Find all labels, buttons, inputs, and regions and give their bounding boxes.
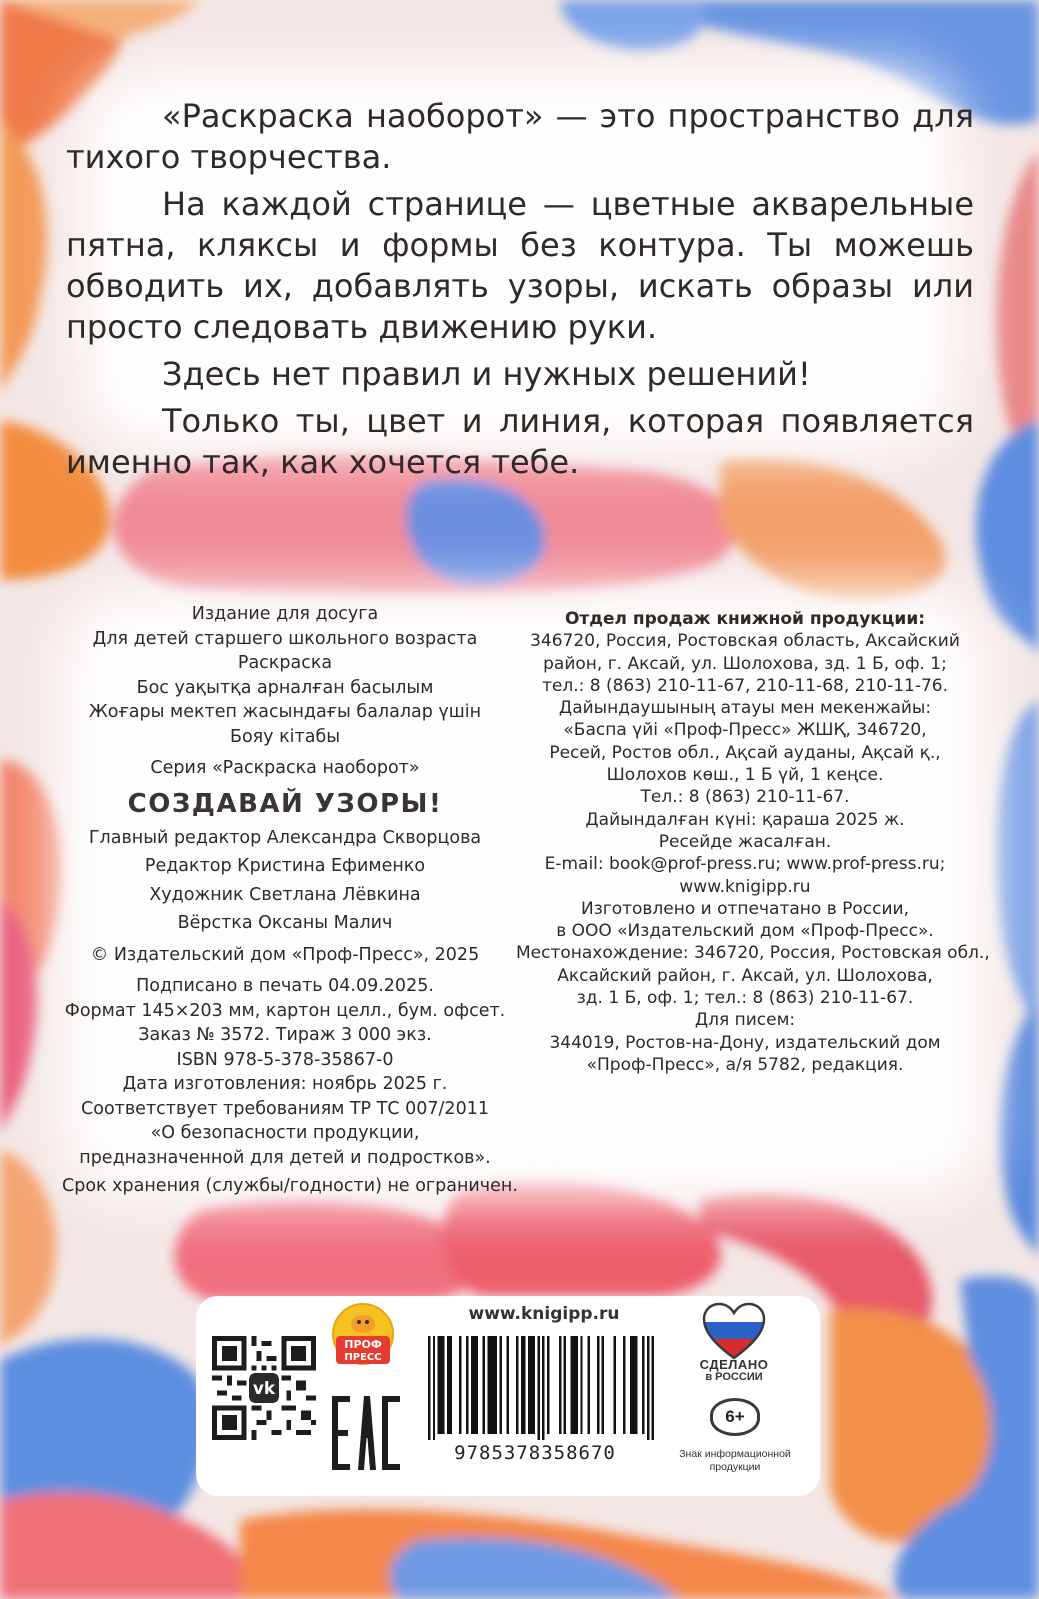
- imprint-left: [62, 602, 518, 1199]
- qr-code[interactable]: [212, 1336, 316, 1440]
- barcode-bar: [642, 1336, 644, 1434]
- barcode-bar: [652, 1336, 654, 1440]
- storage-line: Срок хранения (службы/годности) не ограничен.: [62, 1176, 518, 1196]
- barcode-bar: [476, 1336, 478, 1434]
- barcode-bar: [547, 1336, 549, 1434]
- intro-paragraph-4: Только ты, цвет и линия, которая появляется именно так, как хочется тебе.: [66, 402, 974, 481]
- credit-line: Главный редактор Александра Скворцова: [88, 827, 482, 848]
- barcode-bar: [530, 1336, 532, 1434]
- barcode-bar: [575, 1336, 577, 1434]
- imprint-line: зд. 1 Б, оф. 1; тел.: 8 (863) 210-11-67.: [576, 988, 914, 1009]
- barcode-bar: [516, 1336, 518, 1434]
- imprint-line: Дайындалған күні: қараша 2025 ж.: [585, 809, 905, 830]
- barcode-bar: [623, 1336, 625, 1434]
- barcode-bar: [490, 1336, 492, 1434]
- print-info-line: Соответствует требованиям ТР ТС 007/2011: [81, 1098, 489, 1119]
- barcode-bar: [495, 1336, 497, 1434]
- imprint-line: Жоғары мектеп жасындағы балалар үшін: [88, 702, 482, 722]
- imprint-line: район, г. Аксай, ул. Шолохова, зд. 1 Б, оф. 1;: [543, 653, 947, 674]
- website-label[interactable]: www.knigipp.ru: [468, 1304, 620, 1324]
- svg-text:ПРЕСС: ПРЕСС: [344, 1352, 382, 1363]
- imprint-line: «Баспа үйі «Проф-Пресс» ЖШҚ, 346720,: [563, 720, 927, 741]
- barcode-bar: [614, 1336, 616, 1434]
- barcode-bar: [597, 1336, 599, 1434]
- intro-paragraph-3: Здесь нет правил и нужных решений!: [162, 355, 811, 393]
- imprint-line: Для детей старшего школьного возраста: [92, 628, 478, 649]
- imprint-line: тел.: 8 (863) 210-11-67, 210-11-68, 210-11-76.: [541, 675, 949, 696]
- website-line[interactable]: www.knigipp.ru: [679, 876, 811, 897]
- barcode-bar: [433, 1336, 435, 1440]
- imprint-line: Издание для досуга: [191, 604, 379, 624]
- imprint-line: Аксайский район, г. Аксай, ул. Шолохова,: [557, 965, 933, 986]
- svg-text:vk: vk: [252, 1377, 276, 1398]
- barcode-bar: [542, 1336, 544, 1440]
- barcode-bar: [442, 1336, 444, 1434]
- print-info-line: «О безопасности продукции,: [150, 1123, 420, 1143]
- eac-mark: [330, 1392, 402, 1474]
- barcode-bar: [587, 1336, 589, 1434]
- barcode-bar: [499, 1336, 501, 1434]
- age-note-line1: Знак информационной: [679, 1448, 791, 1460]
- imprint-line: Тел.: 8 (863) 210-11-67.: [640, 787, 850, 808]
- barcode-number: 9785378358670: [454, 1442, 616, 1464]
- copyright-line: © Издательский дом «Проф-Пресс», 2025: [90, 944, 480, 965]
- barcode-bar: [528, 1336, 530, 1434]
- imprint-line: Шолохов көш., 1 Б үй, 1 кеңсе.: [606, 765, 884, 786]
- barcode-bar: [473, 1336, 475, 1434]
- barcode-bar: [537, 1336, 539, 1440]
- print-info-line: Подписано в печать 04.09.2025.: [136, 976, 434, 996]
- imprint-line: Для писем:: [694, 1010, 796, 1031]
- barcode-bar: [602, 1336, 604, 1434]
- book-title: СОЗДАВАЙ УЗОРЫ!: [127, 788, 443, 819]
- barcode-bar: [428, 1336, 430, 1440]
- barcode-bar: [521, 1336, 523, 1434]
- imprint-line: Раскраска: [237, 653, 333, 673]
- print-info-line: Формат 145×203 мм, картон целл., бум. офсет.: [64, 1000, 506, 1021]
- intro-text: [66, 96, 974, 489]
- sales-heading: Отдел продаж книжной продукции:: [564, 609, 926, 629]
- imprint-line: Бос уақытқа арналған басылым: [136, 677, 434, 698]
- barcode-bar: [635, 1336, 637, 1434]
- intro-paragraph-1: «Раскраска наоборот» — это пространство для тихого творчества.: [66, 97, 974, 176]
- barcode-bar: [471, 1336, 473, 1434]
- barcode-bar: [633, 1336, 635, 1434]
- barcode-bar: [630, 1336, 632, 1434]
- russia-heart-icon: [702, 1302, 766, 1360]
- credit-line: Художник Светлана Лёвкина: [149, 884, 421, 905]
- barcode-bar: [483, 1336, 485, 1434]
- imprint-line: в ООО «Издательский дом «Проф-Пресс».: [556, 921, 934, 942]
- barcode-bar: [449, 1336, 451, 1434]
- print-info-line: Дата изготовления: ноябрь 2025 г.: [122, 1074, 448, 1094]
- barcode-bar: [487, 1336, 489, 1434]
- barcode-bar: [573, 1336, 575, 1434]
- age-note-line2: продукции: [709, 1461, 761, 1473]
- barcode-bar: [492, 1336, 494, 1434]
- imprint-line: Ресей, Ростов обл., Ақсай ауданы, Ақсай қ.,: [549, 742, 941, 763]
- imprint-right: [516, 608, 990, 1076]
- barcode-bar: [647, 1336, 649, 1440]
- barcode-bar: [440, 1336, 442, 1434]
- barcode-bar: [564, 1336, 566, 1434]
- barcode-bar: [438, 1336, 440, 1434]
- credit-line: Вёрстка Оксаны Малич: [177, 913, 393, 933]
- imprint-line: 346720, Россия, Ростовская область, Аксайский: [530, 631, 960, 652]
- prof-press-logo: [326, 1300, 400, 1380]
- made-in-russia-label: [680, 1358, 788, 1384]
- age-rating-badge: 6+: [710, 1398, 760, 1436]
- barcode-bar: [466, 1336, 468, 1434]
- imprint-line: Изготовлено и отпечатано в России,: [581, 898, 909, 919]
- series-line: Серия «Раскраска наоборот»: [150, 758, 420, 778]
- imprint-line: Бояу кітабы: [229, 726, 341, 747]
- barcode-bar: [447, 1336, 449, 1434]
- barcode-bar: [571, 1336, 573, 1434]
- barcode-bar: [523, 1336, 525, 1434]
- made-in-line1: СДЕЛАНО: [699, 1357, 769, 1372]
- barcode-bar: [580, 1336, 582, 1434]
- barcode-bar: [533, 1336, 535, 1434]
- imprint-line: Ресейде жасалған.: [658, 831, 832, 852]
- print-info-line: предназначенной для детей и подростков».: [79, 1147, 491, 1168]
- credit-line: Редактор Кристина Ефименко: [144, 856, 426, 876]
- imprint-line: «Проф-Пресс», а/я 5782, редакция.: [586, 1054, 904, 1075]
- intro-paragraph-2: На каждой странице — цветные акварельные пятна, кляксы и формы без контура. Ты можешь обводить их, добавлять узоры, искать образы или просто следовать движению руки.: [66, 185, 974, 346]
- isbn-line: ISBN 978-5-378-35867-0: [176, 1049, 394, 1070]
- barcode-bar: [559, 1336, 561, 1434]
- print-info-line: Заказ № 3572. Тираж 3 000 экз.: [138, 1025, 432, 1045]
- ean-barcode: [428, 1336, 654, 1440]
- imprint-line: Местонахождение: 346720, Россия, Ростовская обл.,: [516, 943, 990, 964]
- age-rating-note: [662, 1448, 808, 1474]
- contact-line[interactable]: E-mail: book@prof-press.ru; www.prof-press.ru;: [544, 854, 946, 875]
- svg-text:ПРОФ: ПРОФ: [344, 1338, 382, 1351]
- barcode-bar: [459, 1336, 461, 1434]
- barcode-bar: [507, 1336, 509, 1434]
- imprint-line: Дайындаушының атауы мен мекенжайы:: [558, 698, 932, 719]
- made-in-line2: в РОССИИ: [705, 1371, 763, 1383]
- imprint-line: 344019, Ростов-на-Дону, издательский дом: [549, 1032, 941, 1053]
